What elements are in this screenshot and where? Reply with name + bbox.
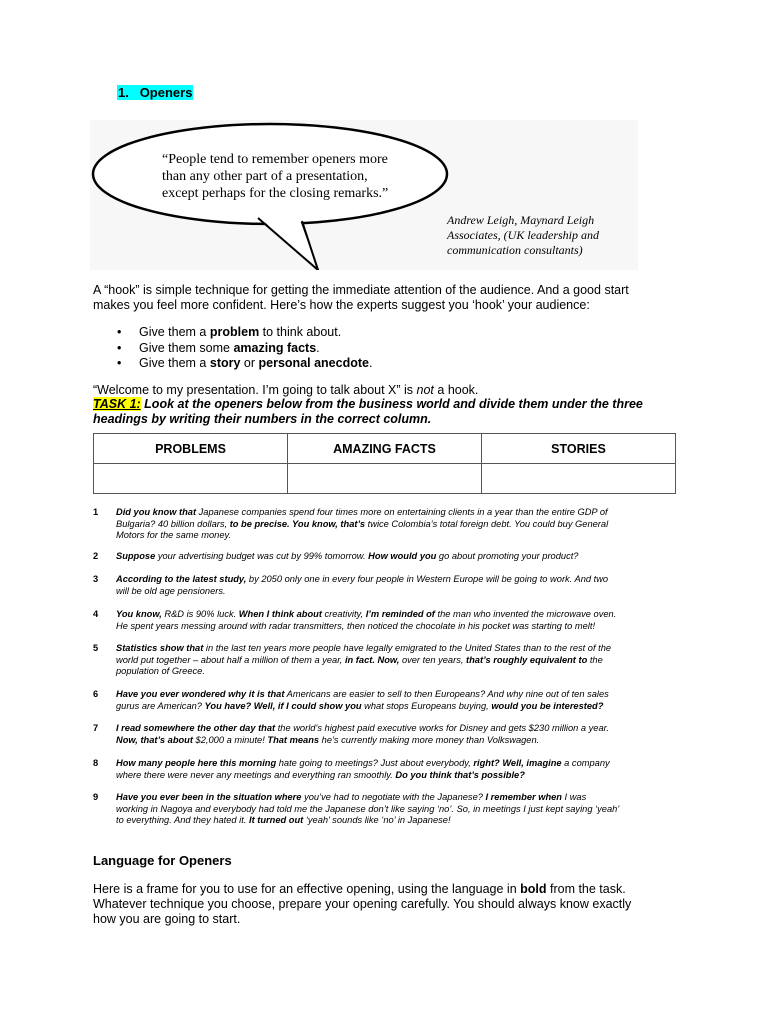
example-line: gurus are American? You have? Well, if I could show you what stops Europeans buying, would you be interested? (116, 700, 604, 711)
example-line: population of Greece. (116, 666, 205, 676)
answer-table-header (94, 434, 676, 464)
quote-attribution (447, 213, 637, 258)
example-line: Have you ever been in the situation where you’ve had to negotiate with the Japanese? I remember when I was (116, 792, 587, 802)
attribution-line: Andrew Leigh, Maynard Leigh (447, 213, 595, 227)
example-line: Motors for the same money. (116, 530, 232, 540)
attribution-line: Associates, (UK leadership and (447, 228, 599, 242)
closing-paragraph (93, 882, 673, 927)
example-number: 9 (93, 792, 99, 802)
example-line: Now, that’s about $2,000 a minute! That means he’s currently making more money than Volkswagen. (116, 734, 540, 745)
example-text (116, 723, 683, 746)
example-line: How many people here this morning hate going to meetings? Just about everybody, right? Well, imagine a company (116, 758, 610, 768)
quote-line: “People tend to remember openers more (162, 152, 388, 167)
example-line: will be old age pensioners. (116, 585, 226, 596)
opener-example-4 (93, 609, 683, 632)
example-line: According to the latest study, by 2050 only one in every four people in Western Europe will be going to work. And two (116, 574, 609, 584)
attribution-line: communication consultants) (447, 243, 583, 257)
example-number: 7 (93, 723, 99, 733)
closing-line: Whatever technique you choose, prepare your opening carefully. You should always know exactly (93, 897, 632, 911)
answer-table (93, 433, 676, 494)
opener-example-9 (93, 792, 683, 827)
example-text (116, 609, 683, 632)
example-line: Statistics show that in the last ten years more people have legally emigrated to the United States than to the rest of the (116, 643, 612, 653)
example-line: where there were never any meetings and everything ran smoothly. Do you think that’s possible? (116, 769, 525, 780)
example-number: 4 (93, 609, 99, 619)
example-line: Did you know that Japanese companies spend four times more on entertaining clients in a year than the entire GDP of (116, 507, 608, 517)
intro-line: makes you feel more confident. Here’s how the experts suggest you ‘hook’ your audience: (93, 298, 590, 312)
example-number: 6 (93, 689, 99, 699)
closing-line: how you are going to start. (93, 912, 241, 926)
closing-line: Here is a frame for you to use for an effective opening, using the language in bold from the task. (93, 882, 626, 896)
column-stories: STORIES (482, 434, 676, 464)
example-number: 8 (93, 758, 99, 768)
language-heading: Language for Openers (93, 853, 232, 868)
section-number: 1. (118, 85, 129, 100)
quote-line: except perhaps for the closing remarks.” (162, 186, 389, 201)
example-text (116, 551, 683, 563)
answer-cell-problems[interactable] (94, 464, 288, 494)
example-text (116, 792, 683, 827)
example-line: I read somewhere the other day that the world’s highest paid executive works for Disney and gets $230 million a year. (116, 723, 609, 733)
bullet-item: • Give them a story or personal anecdote. (117, 356, 372, 372)
example-text (116, 758, 683, 781)
example-line: world put together – about half a million of them a year, in fact. Now, over ten years, that’s roughly equivalent to the (116, 654, 603, 665)
bullet-item: • Give them some amazing facts. (117, 341, 372, 357)
example-line: You know, R&D is 90% luck. When I think about creativity, I’m reminded of the man who invented the microwave oven. (116, 609, 617, 619)
example-number: 1 (93, 507, 99, 517)
answer-row (94, 464, 676, 494)
hook-bullet-list (117, 325, 372, 372)
opener-example-1 (93, 507, 683, 542)
example-line: to everything. And they hated it. It turned out ‘yeah’ sounds like ‘no’ in Japanese! (116, 815, 451, 825)
quote-line: than any other part of a presentation, (162, 169, 368, 184)
bullet-item: • Give them a problem to think about. (117, 325, 372, 341)
answer-cell-amazing-facts[interactable] (288, 464, 482, 494)
intro-paragraph (93, 283, 673, 313)
opener-example-5 (93, 643, 683, 678)
example-text (116, 689, 683, 712)
task-label: TASK 1: (93, 397, 141, 411)
opener-example-3 (93, 574, 683, 597)
welcome-note: “Welcome to my presentation. I’m going to talk about X” is not a hook. (93, 383, 479, 397)
opener-example-2 (93, 551, 683, 563)
task-text: Look at the openers below from the business world and divide them under the three headings by writing their numbers in the correct column. (93, 397, 643, 426)
opener-example-7 (93, 723, 683, 746)
example-line: Have you ever wondered why it is that Americans are easier to sell to then Europeans? And why nine out of ten sales (116, 689, 609, 699)
column-amazing-facts: AMAZING FACTS (288, 434, 482, 464)
example-line: He spent years messing around with radar transmitters, then noticed the chocolate in his pocket was starting to melt! (116, 620, 596, 631)
example-line: Bulgaria? 40 billion dollars, to be precise. You know, that’s twice Colombia’s total foreign debt. You could buy General (116, 518, 609, 529)
section-title: Openers (139, 85, 193, 100)
example-text (116, 643, 683, 678)
opener-example-6 (93, 689, 683, 712)
column-problems: PROBLEMS (94, 434, 288, 464)
section-heading (117, 85, 193, 100)
example-number: 3 (93, 574, 99, 584)
task-instruction (93, 397, 693, 427)
quote-text (162, 151, 452, 202)
opener-example-8 (93, 758, 683, 781)
example-number: 2 (93, 551, 99, 561)
example-text (116, 507, 683, 542)
example-text (116, 574, 683, 597)
example-number: 5 (93, 643, 99, 653)
example-line: Suppose your advertising budget was cut by 99% tomorrow. How would you go about promoting your product? (116, 551, 579, 561)
intro-line: A “hook” is simple technique for getting the immediate attention of the audience. And a good start (93, 283, 629, 297)
example-line: working in Nagoya and everybody had told me the Japanese don’t like saying ‘no’. So, in meetings I just kept saying ‘yeah’ (116, 803, 620, 814)
answer-cell-stories[interactable] (482, 464, 676, 494)
